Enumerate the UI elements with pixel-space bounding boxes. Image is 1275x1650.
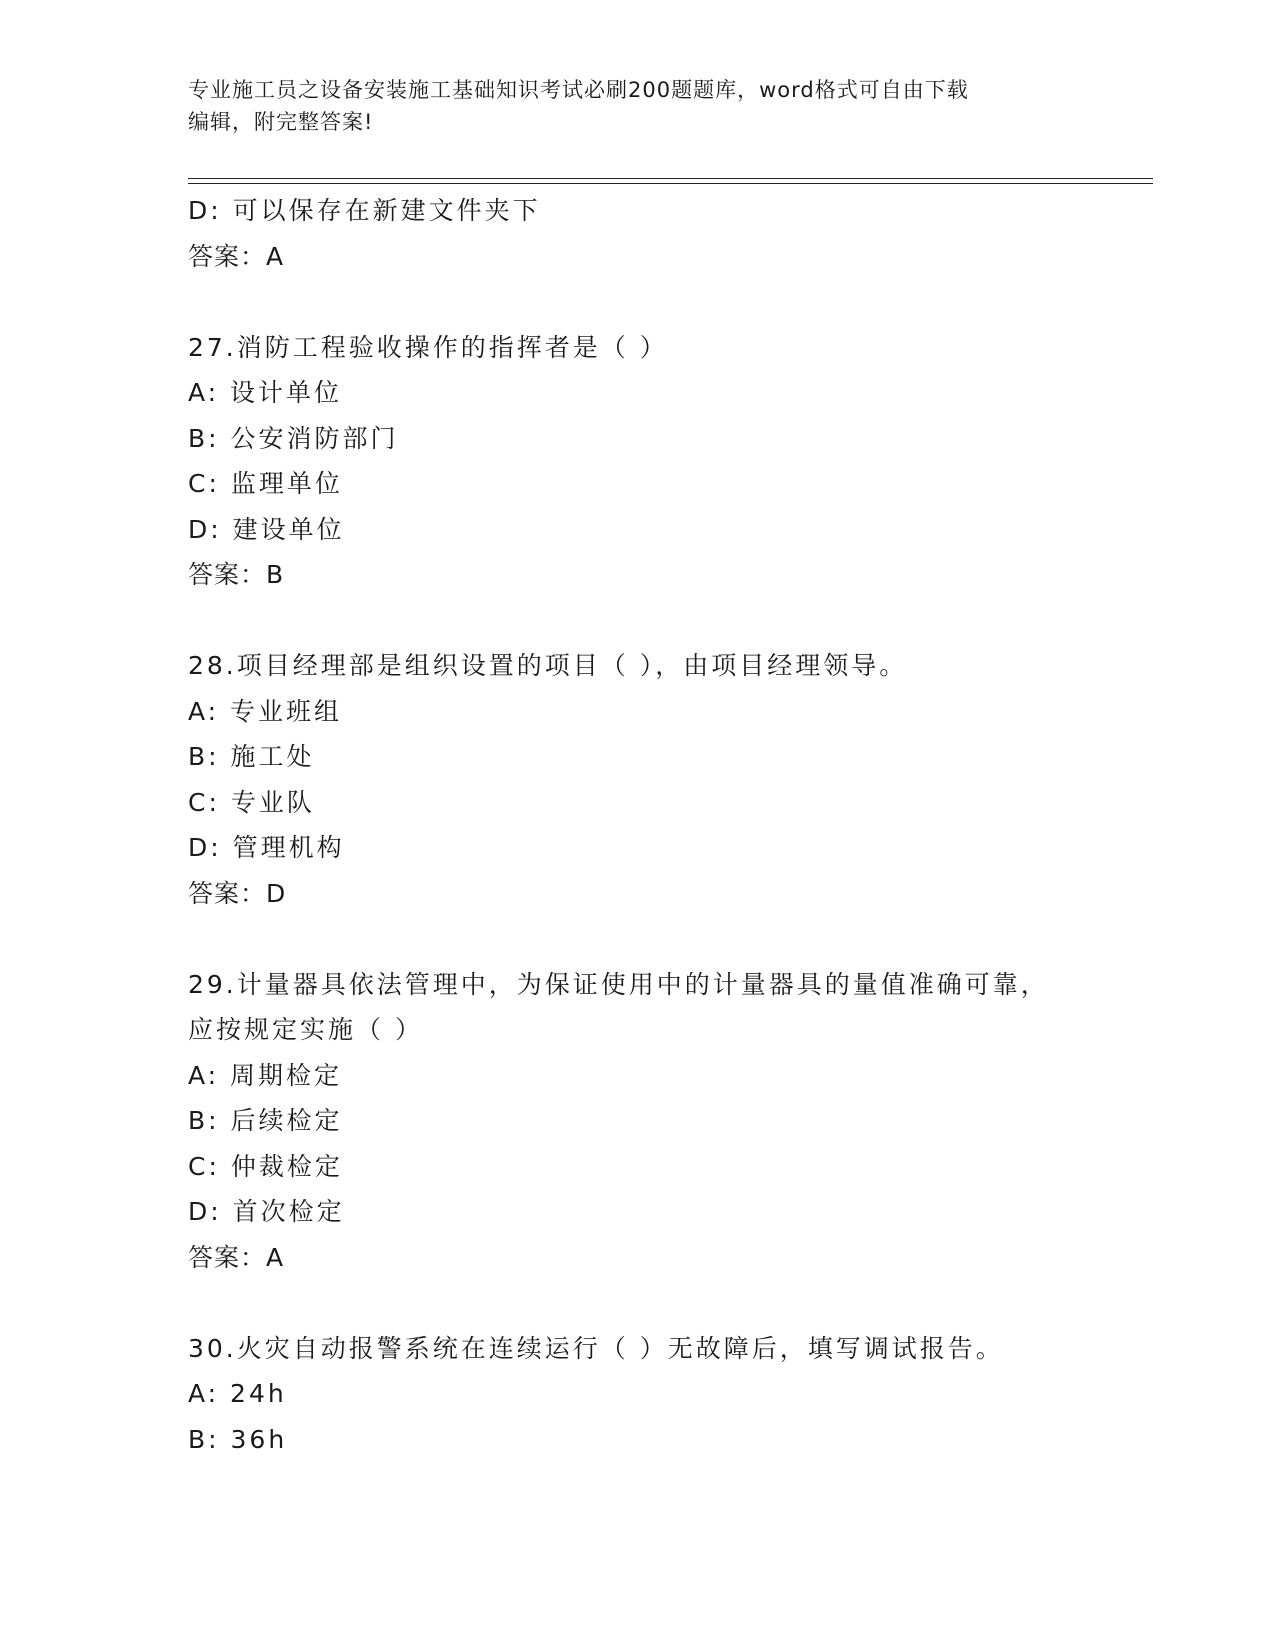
question-stem-line-2: 应按规定实施（ ） [188, 1015, 423, 1044]
option-c: C: 监理单位 [188, 469, 343, 498]
spacer [188, 1280, 1088, 1326]
option-b: B: 施工处 [188, 742, 315, 771]
answer: 答案：D [188, 878, 287, 908]
prev-option-d: D: 可以保存在新建文件夹下 [188, 196, 541, 225]
option-a: A: 24h [188, 1379, 287, 1408]
question-27 [188, 325, 1088, 598]
header-title-line-1: 专业施工员之设备安装施工基础知识考试必刷200题题库，word格式可自由下载 [188, 78, 969, 102]
question-30 [188, 1326, 1088, 1463]
option-b: B: 后续检定 [188, 1106, 343, 1135]
option-d: D: 首次检定 [188, 1197, 345, 1226]
option-a: A: 设计单位 [188, 378, 343, 407]
option-b: B: 公安消防部门 [188, 423, 399, 453]
question-stem: 28.项目经理部是组织设置的项目（ ），由项目经理领导。 [188, 651, 908, 680]
option-d: D: 管理机构 [188, 833, 345, 862]
question-stem: 30.火灾自动报警系统在连续运行（ ）无故障后，填写调试报告。 [188, 1333, 1004, 1363]
question-stem-line-1: 29.计量器具依法管理中，为保证使用中的计量器具的量值准确可靠， [188, 969, 1049, 999]
answer: 答案：A [188, 1242, 285, 1272]
answer: 答案：B [188, 560, 285, 589]
question-28 [188, 643, 1088, 916]
question-29 [188, 962, 1088, 1281]
question-list [188, 188, 1088, 1462]
option-d: D: 建设单位 [188, 514, 345, 544]
prev-answer: 答案：A [188, 241, 285, 271]
spacer [188, 916, 1088, 962]
question-stem: 27.消防工程验收操作的指挥者是（ ） [188, 332, 668, 362]
option-c: C: 专业队 [188, 787, 315, 817]
spacer [188, 598, 1088, 644]
spacer [188, 279, 1088, 325]
option-b: B: 36h [188, 1424, 288, 1454]
header-divider-top [188, 178, 1153, 179]
document-header [188, 74, 1068, 138]
option-c: C: 仲裁检定 [188, 1151, 343, 1181]
option-a: A: 周期检定 [188, 1060, 343, 1090]
header-title-line-2: 编辑，附完整答案! [188, 110, 374, 134]
header-divider-bottom [188, 183, 1153, 184]
option-a: A: 专业班组 [188, 696, 343, 726]
